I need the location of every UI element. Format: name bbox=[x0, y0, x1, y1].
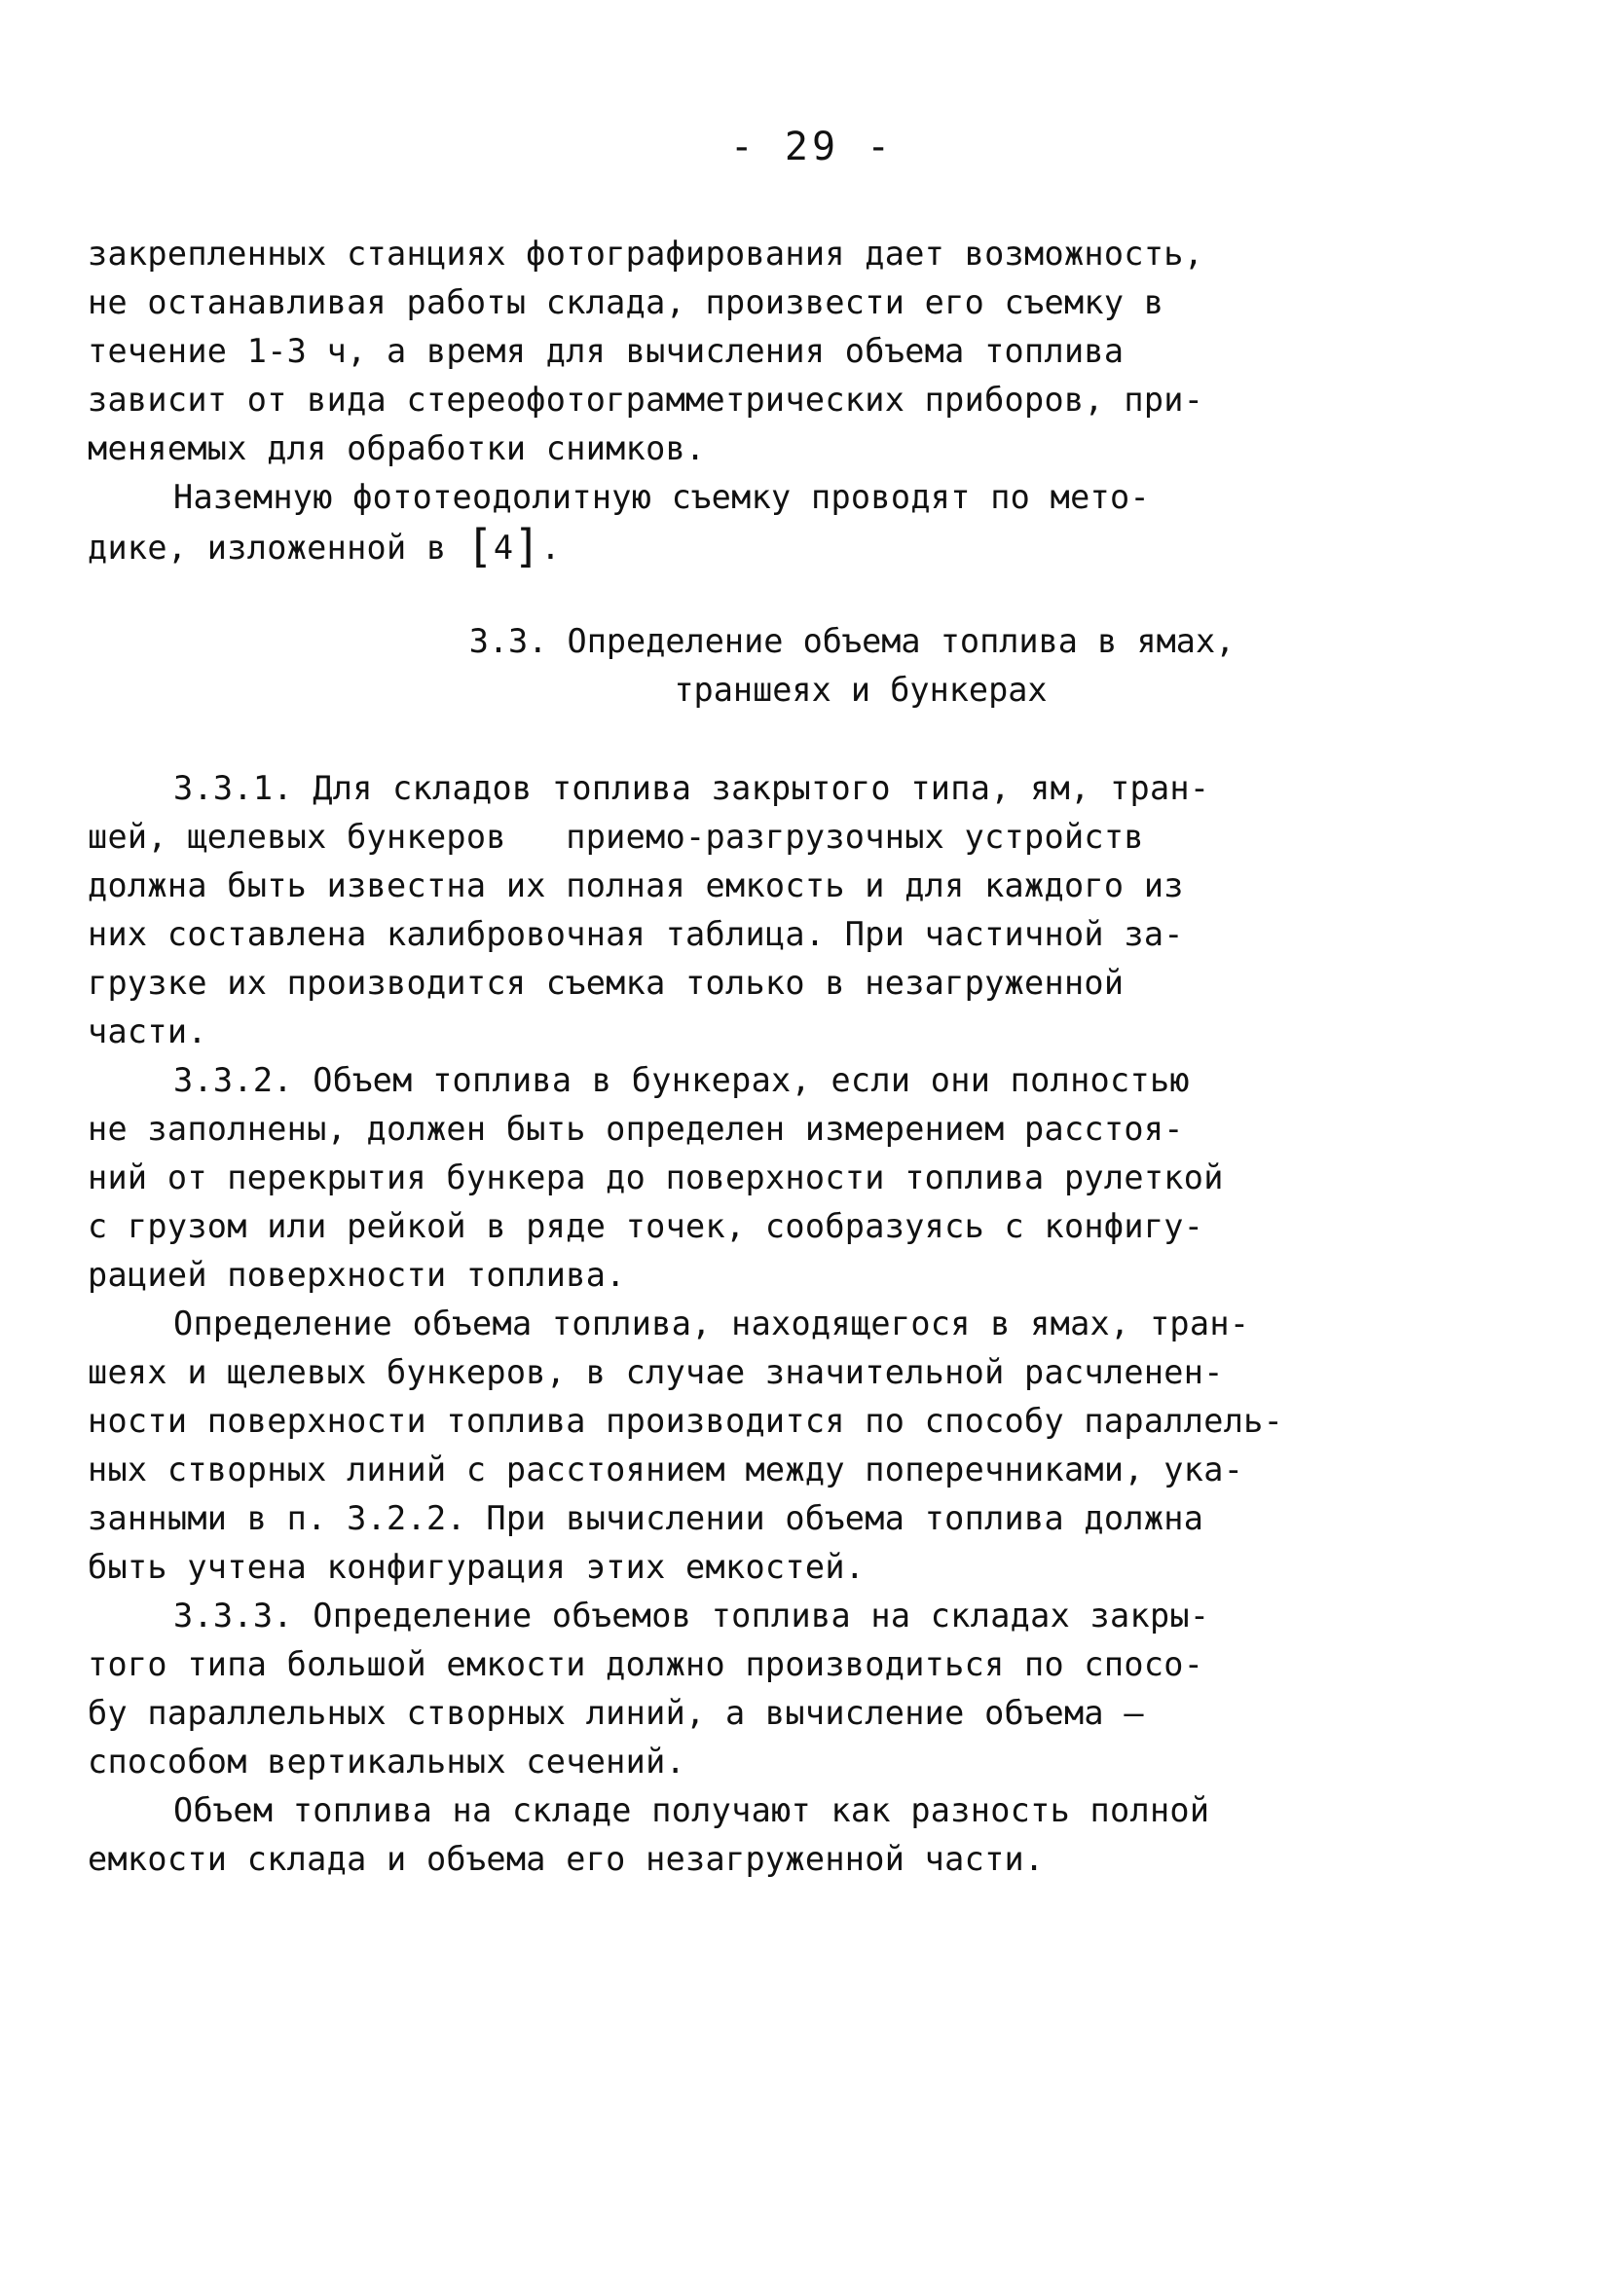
para1-line-3: течение 1-3 ч, а время для вычисления объема топлива bbox=[88, 332, 1125, 370]
para-333-line-4: способом вертикальных сечений. bbox=[88, 1743, 686, 1781]
para-332-line-5: рацией поверхности топлива. bbox=[88, 1256, 626, 1294]
para-332-line-3: ний от перекрытия бункера до поверхности топлива рулеткой bbox=[88, 1158, 1224, 1196]
para1-line-2: не останавливая работы склада, произвести его съемку в bbox=[88, 283, 1164, 321]
para-331-line-5: грузке их производится съемка только в незагруженной bbox=[88, 964, 1125, 1002]
para-331-line-4: них составлена калибровочная таблица. При частичной за- bbox=[88, 915, 1184, 953]
para-333-line-2: того типа большой емкости должно производиться по спосо- bbox=[88, 1645, 1204, 1683]
reference-number: 4 bbox=[493, 529, 514, 567]
reference-close-bracket: ] bbox=[513, 520, 541, 572]
para1-line-1: закрепленных станциях фотографирования дает возможность, bbox=[88, 235, 1204, 273]
para-final-line-2: емкости склада и объема его незагруженной части. bbox=[88, 1840, 1045, 1878]
para-final-line-1: Объем топлива на складе получают как разность полной bbox=[173, 1791, 1210, 1829]
para2-line-1: Наземную фототеодолитную съемку проводят по мето- bbox=[173, 478, 1150, 516]
para-332-line-2: не заполнены, должен быть определен измерением расстоя- bbox=[88, 1110, 1184, 1148]
para-332b-line-5: занными в п. 3.2.2. При вычислении объема топлива должна bbox=[88, 1499, 1204, 1537]
para-332b-line-1: Определение объема топлива, находящегося в ямах, тран- bbox=[173, 1304, 1250, 1342]
section-heading-line-2: траншеях и бункерах bbox=[674, 671, 1048, 709]
section-heading-line-1: 3.3. Определение объема топлива в ямах, bbox=[468, 622, 1236, 660]
para-331-line-3: должна быть известна их полная емкость и для каждого из bbox=[88, 866, 1184, 904]
para2-line-2 bbox=[88, 522, 561, 572]
para-332b-line-3: ности поверхности топлива производится по способу параллель- bbox=[88, 1402, 1284, 1440]
para-332b-line-6: быть учтена конфигурация этих емкостей. bbox=[88, 1548, 866, 1586]
page-number: - 29 - bbox=[729, 125, 895, 169]
para1-line-5: меняемых для обработки снимков. bbox=[88, 429, 706, 467]
para-333-line-3: бу параллельных створных линий, а вычисление объема — bbox=[88, 1694, 1144, 1732]
para-332-line-4: с грузом или рейкой в ряде точек, сообразуясь с конфигу- bbox=[88, 1207, 1204, 1245]
para-332-line-1: 3.3.2. Объем топлива в бункерах, если они полностью bbox=[173, 1061, 1190, 1099]
para-331-line-6: части. bbox=[88, 1012, 207, 1050]
para-332b-line-4: ных створных линий с расстоянием между поперечниками, ука- bbox=[88, 1451, 1244, 1488]
para-332b-line-2: шеях и щелевых бункеров, в случае значительной расчленен- bbox=[88, 1353, 1224, 1391]
para-331-line-1: 3.3.1. Для складов топлива закрытого типа, ям, тран- bbox=[173, 769, 1210, 807]
para-333-line-1: 3.3.3. Определение объемов топлива на складах закры- bbox=[173, 1597, 1210, 1635]
para1-line-4: зависит от вида стереофотограмметрических приборов, при- bbox=[88, 381, 1204, 419]
reference-period: . bbox=[540, 529, 561, 567]
para2-line-2-text: дике, изложенной в bbox=[88, 529, 466, 567]
reference-open-bracket: [ bbox=[465, 520, 494, 572]
para-331-line-2: шей, щелевых бункеров приемо-разгрузочных устройств bbox=[88, 818, 1144, 856]
